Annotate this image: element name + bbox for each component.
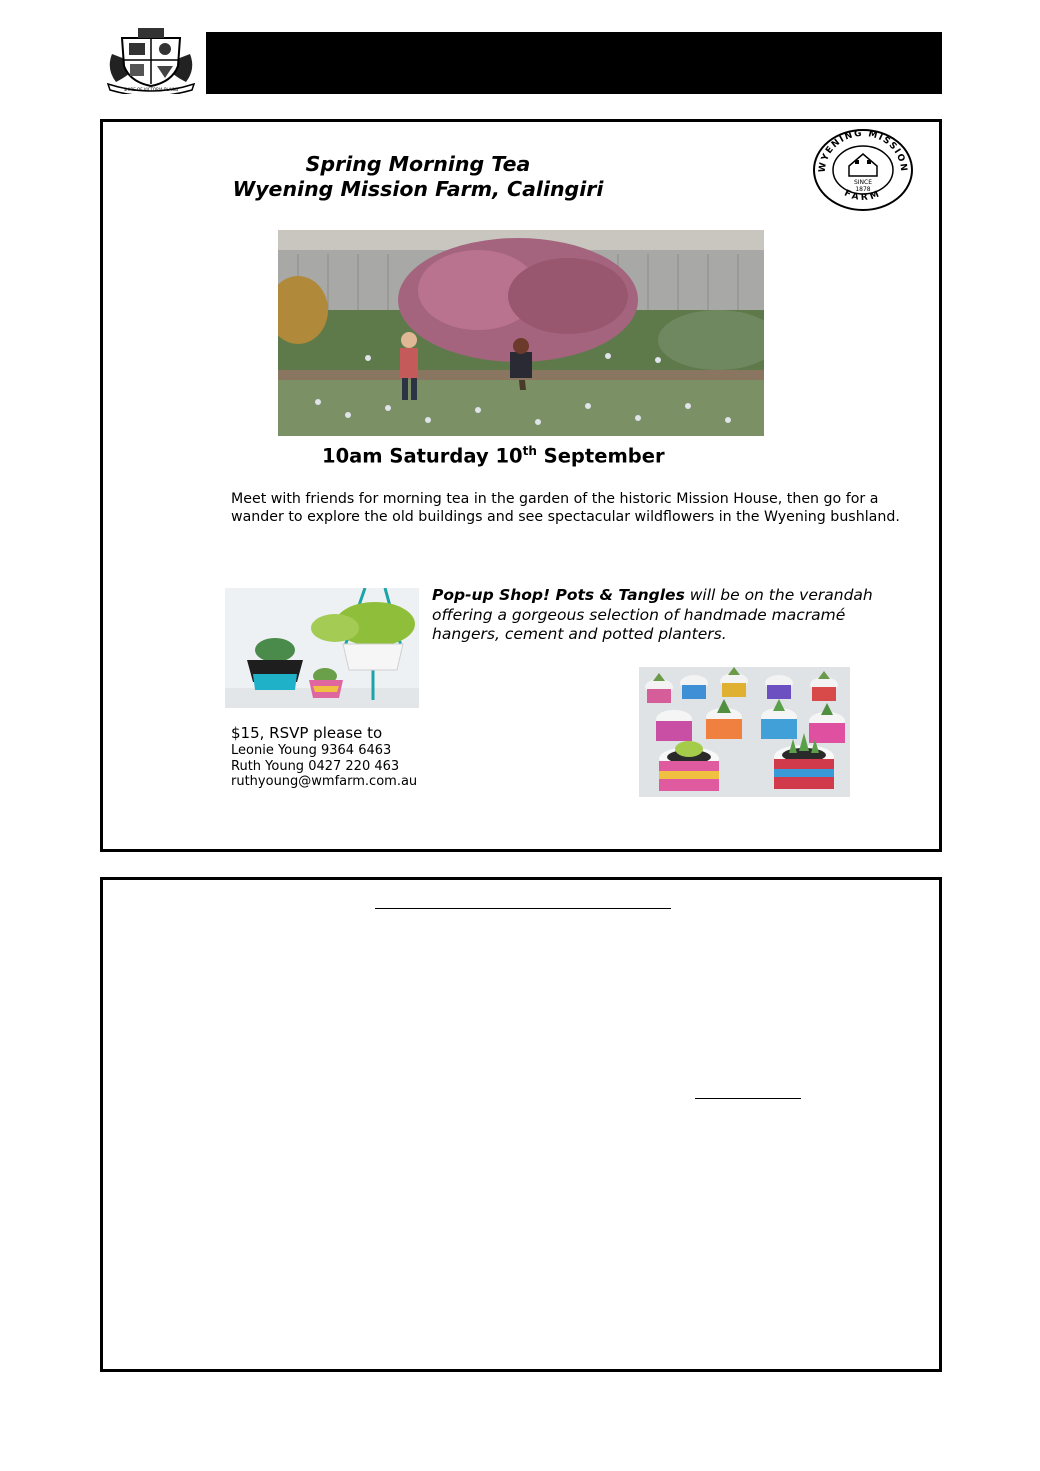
date-superscript: th [522,444,537,458]
popup-shop-paragraph [432,586,912,645]
macrame-plants-photo [225,588,419,708]
text-underline [695,1098,801,1099]
heading-underline [375,908,671,909]
date-suffix: September [536,444,665,468]
popup-shop-bold: Pop-up Shop! Pots & Tangles [432,586,685,604]
rsvp-contact-ruth: Ruth Young 0427 220 463 [231,758,400,774]
crest-ribbon-text: SHIRE OF VICTORIA PLAINS [123,87,179,92]
rsvp-contact-leonie: Leonie Young 9364 6463 [231,743,392,758]
flyer-title-line2: Wyening Mission Farm, Calingiri [232,177,604,201]
shire-crest-logo [102,24,200,94]
seal-since-text: SINCE [853,179,873,186]
flyer-box [100,119,942,852]
seal-top-text: WYENING MISSION [817,128,909,174]
intro-paragraph: Meet with friends for morning tea in the garden of the historic Mission House, then go for a wander to explore the old buildings and see spectacular wildflowers in the Wyening bushland. [231,491,900,525]
popup-shop-text: will be on the verandah offering a gorgeous selection of handmade macramé hangers, cement and potted planters. [432,586,873,643]
cement-pots-photo [639,667,850,797]
garden-photo [278,230,764,436]
header-bar [206,32,942,94]
date-prefix: 10am Saturday 10 [322,444,523,468]
seal-bottom-text: FARM [842,188,884,204]
seal-year-text: 1878 [855,186,871,193]
rsvp-price-line: $15, RSVP please to [231,724,383,742]
rsvp-email: ruthyoung@wmfarm.com.au [231,774,418,789]
flyer-title-line1: Spring Morning Tea [305,152,531,176]
rsvp-block [231,724,417,790]
event-date [322,444,665,468]
second-notice-box [100,877,942,1372]
